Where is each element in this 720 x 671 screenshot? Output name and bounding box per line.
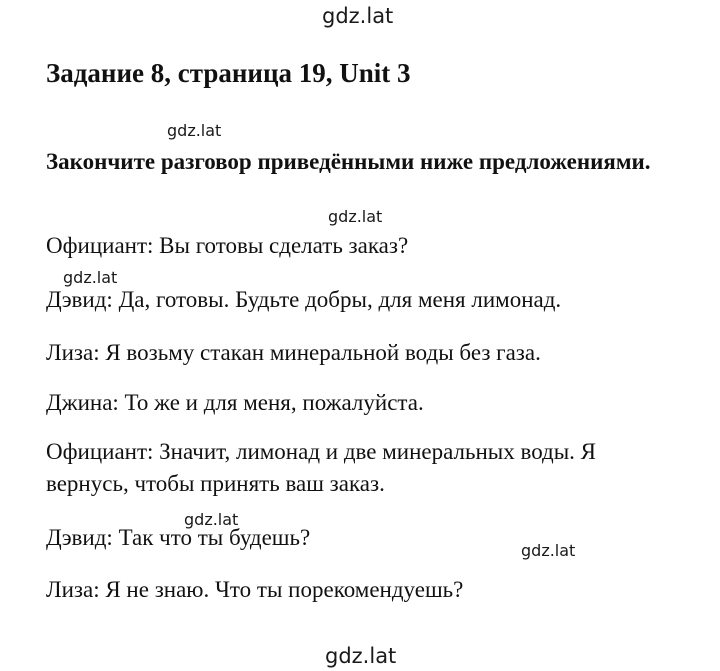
watermark: gdz.lat	[63, 268, 118, 287]
dialogue-line: Официант: Значит, лимонад и две минеральных воды. Я вернусь, чтобы принять ваш заказ.	[46, 439, 597, 496]
dialogue-line: Официант: Вы готовы сделать заказ?	[46, 233, 409, 258]
dialogue-line: Дэвид: Так что ты будешь?	[46, 525, 311, 550]
task-instruction: Закончите разговор приведёнными ниже предложениями.	[46, 149, 651, 174]
watermark: gdz.lat	[184, 510, 239, 529]
dialogue-line: Лиза: Я не знаю. Что ты порекомендуешь?	[46, 577, 464, 602]
watermark: gdz.lat	[322, 4, 394, 28]
dialogue-line: Лиза: Я возьму стакан минеральной воды без газа.	[46, 340, 541, 365]
dialogue-line: Джина: То же и для меня, пожалуйста.	[46, 390, 424, 415]
page-title: Задание 8, страница 19, Unit 3	[46, 58, 411, 88]
watermark: gdz.lat	[328, 207, 383, 226]
dialogue-line: Дэвид: Да, готовы. Будьте добры, для меня лимонад.	[46, 287, 562, 312]
watermark: gdz.lat	[325, 644, 397, 668]
watermark: gdz.lat	[167, 121, 222, 140]
watermark: gdz.lat	[521, 541, 576, 560]
